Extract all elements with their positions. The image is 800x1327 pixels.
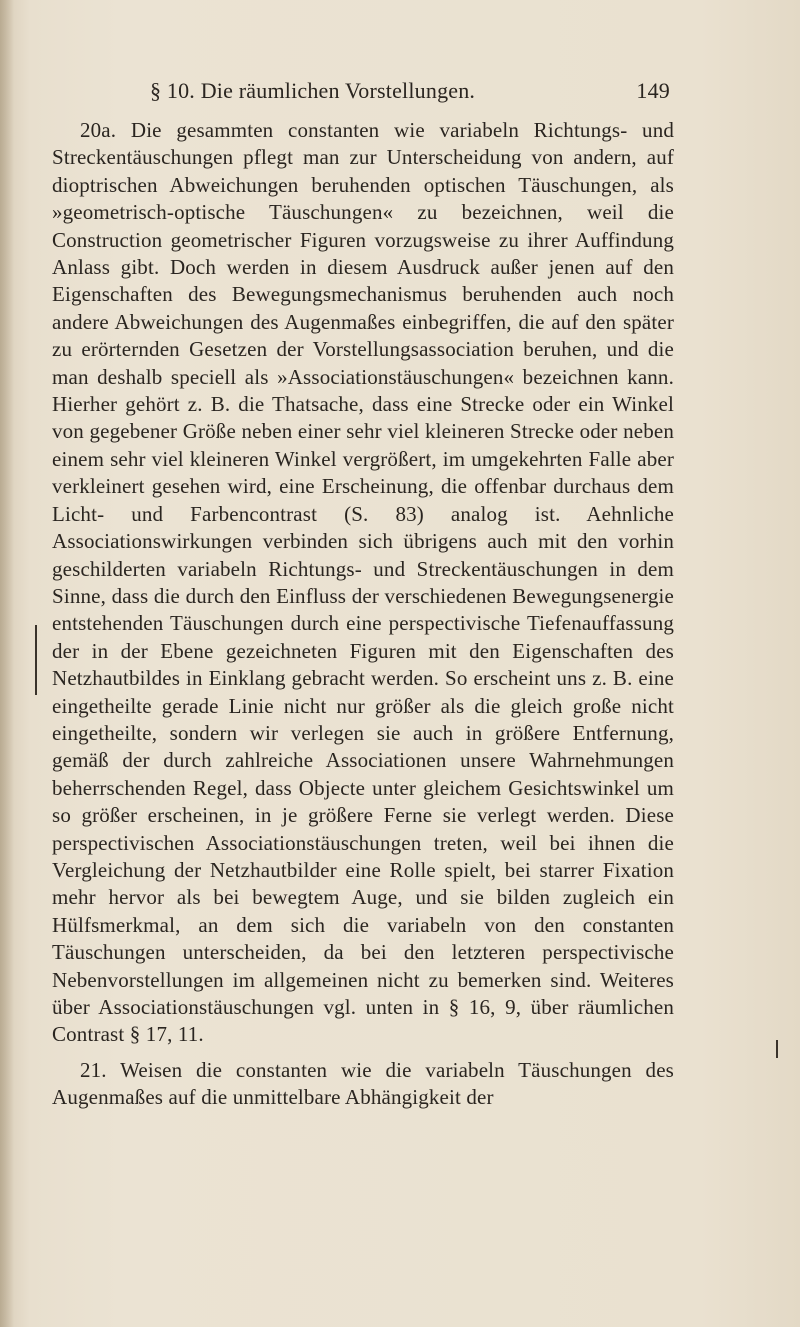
running-header: [150, 78, 670, 108]
body-text: [52, 117, 674, 1112]
margin-line-mark: [776, 1040, 778, 1058]
page-edge-shadow: [0, 0, 14, 1327]
paragraph: 20a. Die gesammten constanten wie variabeln Richtungs- und Streckentäuschungen pflegt man zur Unterscheidung von andern, auf dioptrischen Abweichungen beruhenden optischen Täuschungen, als »geometrisch-optische Täuschungen« zu bezeichnen, weil die Construction geometrischer Figuren vorzugsweise zu ihrer Auffindung Anlass gibt. Doch werden in diesem Ausdruck außer jenen auf den Eigenschaften des Bewegungsmechanismus beruhenden auch noch andere Abweichungen des Augenmaßes einbegriffen, die auf den später zu erörternden Gesetzen der Vorstellungsassociation beruhen, und die man deshalb speciell als »Associationstäuschungen« bezeichnen kann. Hierher gehört z. B. die Thatsache, dass eine Strecke oder ein Winkel von gegebener Größe neben einer sehr viel kleineren Strecke oder neben einem sehr viel kleineren Winkel vergrößert, im umgekehrten Falle aber verkleinert gesehen wird, eine Erscheinung, die offenbar durchaus dem Licht- und Farbencontrast (S. 83) analog ist. Aehnliche Associationswirkungen verbinden sich übrigens auch mit den vorhin geschilderten variabeln Richtungs- und Streckentäuschungen in dem Sinne, dass die durch den Einfluss der verschiedenen Bewegungsenergie entstehenden Täuschungen durch eine perspectivische Tiefenauffassung der in der Ebene gezeichneten Figuren mit den Eigenschaften des Netzhautbildes in Einklang gebracht werden. So erscheint uns z. B. eine eingetheilte gerade Linie nicht nur größer als die gleich große nicht eingetheilte, sondern wir verlegen sie auch in größere Entfernung, gemäß der durch zahlreiche Associationen unsere Wahrnehmungen beherrschenden Regel, dass Objecte unter gleichem Gesichtswinkel um so größer erscheinen, in je größere Ferne sie verlegt werden. Diese perspectivischen Associationstäuschungen treten, weil bei ihnen die Vergleichung der Netzhautbilder eine Rolle spielt, bei starrer Fixation mehr hervor als bei bewegtem Auge, und sie bilden zugleich ein Hülfsmerkmal, an dem sich die variabeln von den constanten Täuschungen unterscheiden, da bei den letzteren perspectivische Nebenvorstellungen im allgemeinen nicht zu bemerken sind. Weiteres über Associationstäuschungen vgl. unten in § 16, 9, über räumlichen Contrast § 17, 11.: [52, 118, 674, 1047]
paragraph: 21. Weisen die constanten wie die variabeln Täuschungen des Augenmaßes auf die unmittelbare Abhängigkeit der: [52, 1057, 674, 1110]
page-number: 149: [636, 78, 670, 103]
section-title: § 10. Die räumlichen Vorstellungen.: [150, 78, 476, 103]
margin-line-mark: [35, 625, 37, 695]
